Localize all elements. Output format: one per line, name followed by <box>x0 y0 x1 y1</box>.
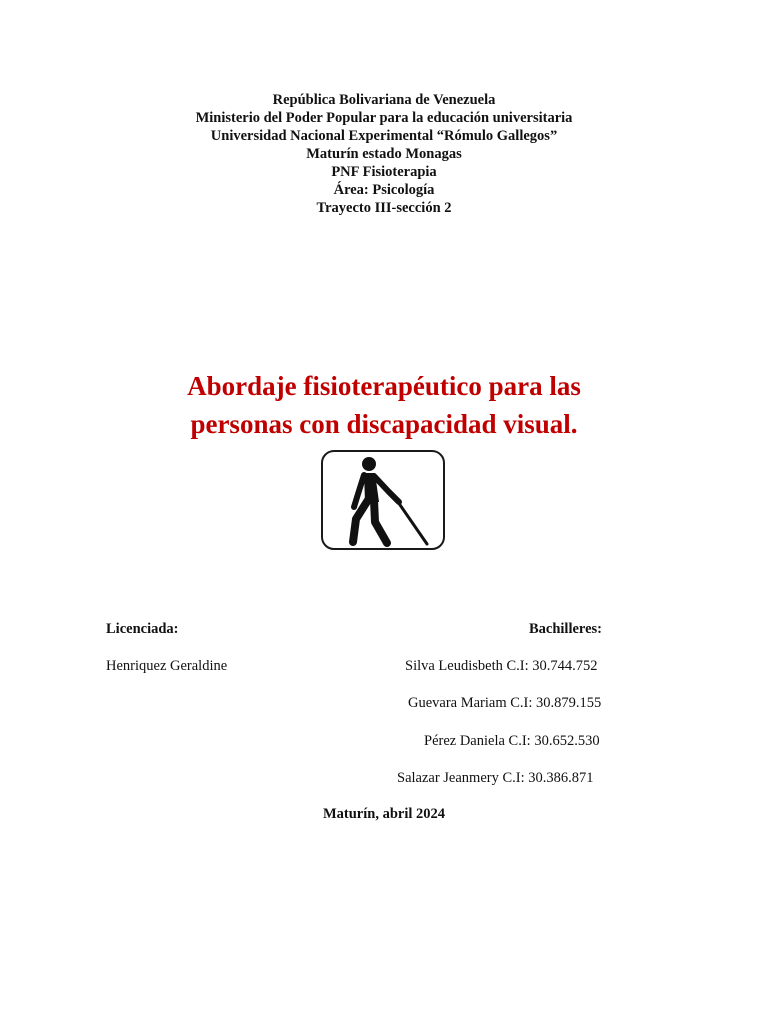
licenciada-name: Henriquez Geraldine <box>106 658 228 674</box>
licenciada-label: Licenciada: <box>106 621 179 637</box>
student-entry: Silva Leudisbeth C.I: 30.744.752 <box>405 658 598 674</box>
header-line-ministry: Ministerio del Poder Popular para la educación universitaria <box>195 110 573 126</box>
title-line-1: Abordaje fisioterapéutico para las <box>187 371 581 401</box>
header-line-program: PNF Fisioterapia <box>331 164 437 180</box>
blind-person-with-cane-icon <box>321 450 445 550</box>
place-date: Maturín, abril 2024 <box>322 806 446 822</box>
header-line-city: Maturín estado Monagas <box>306 146 462 162</box>
student-entry: Salazar Jeanmery C.I: 30.386.871 <box>397 770 594 786</box>
header-line-country: República Bolivariana de Venezuela <box>272 92 496 108</box>
title-line-2: personas con discapacidad visual. <box>190 409 578 439</box>
header-line-university: Universidad Nacional Experimental “Rómulo Gallegos” <box>210 128 558 144</box>
header-line-section: Trayecto III-sección 2 <box>316 200 452 216</box>
header-line-area: Área: Psicología <box>333 182 435 198</box>
student-entry: Guevara Mariam C.I: 30.879.155 <box>408 695 602 711</box>
bachilleres-label: Bachilleres: <box>528 621 602 637</box>
document-title <box>0 367 768 443</box>
student-entry: Pérez Daniela C.I: 30.652.530 <box>424 733 600 749</box>
institution-header <box>0 91 768 217</box>
